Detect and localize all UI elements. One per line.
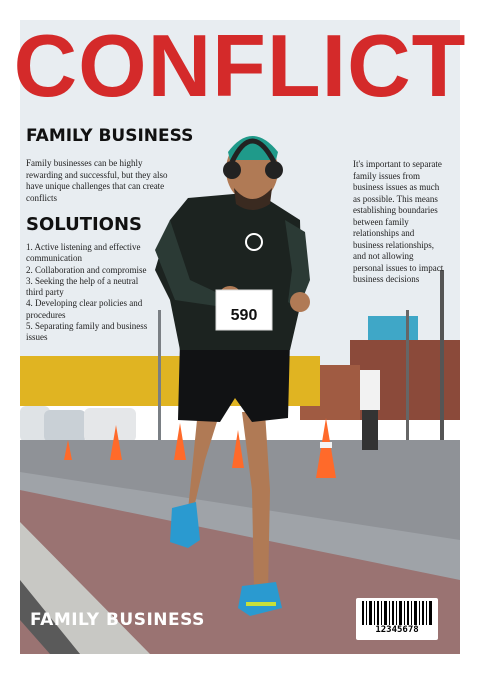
barcode [356,598,438,640]
list-item: 4. Developing clear policies and procedures [26,298,143,320]
solutions-title: SOLUTIONS [26,214,143,235]
footer-title: FAMILY BUSINESS [30,610,205,630]
bib-number: 590 [230,307,258,324]
barcode-bars [362,601,432,625]
list-item: 3. Seeking the help of a neutral third party [26,275,139,297]
masthead-title: CONFLICT [13,16,467,115]
list-item: 5. Separating family and business issues [26,320,148,342]
list-item: 1. Active listening and effective communication [26,242,141,264]
intro-paragraph: Family businesses can be highly rewarding and successful, but they also have unique challenges that can create conflicts [26,158,168,204]
solutions-list [26,242,150,343]
section-title: FAMILY BUSINESS [26,126,194,146]
right-column-text: It's important to separate family issues from business issues as much as possible. This means establishing boundaries between family relationships and business relationships, and not allowing personal issues to impact business decisions [353,159,444,285]
barcode-number: 12345678 [375,625,419,635]
list-item: 2. Collaboration and compromise [26,264,147,275]
